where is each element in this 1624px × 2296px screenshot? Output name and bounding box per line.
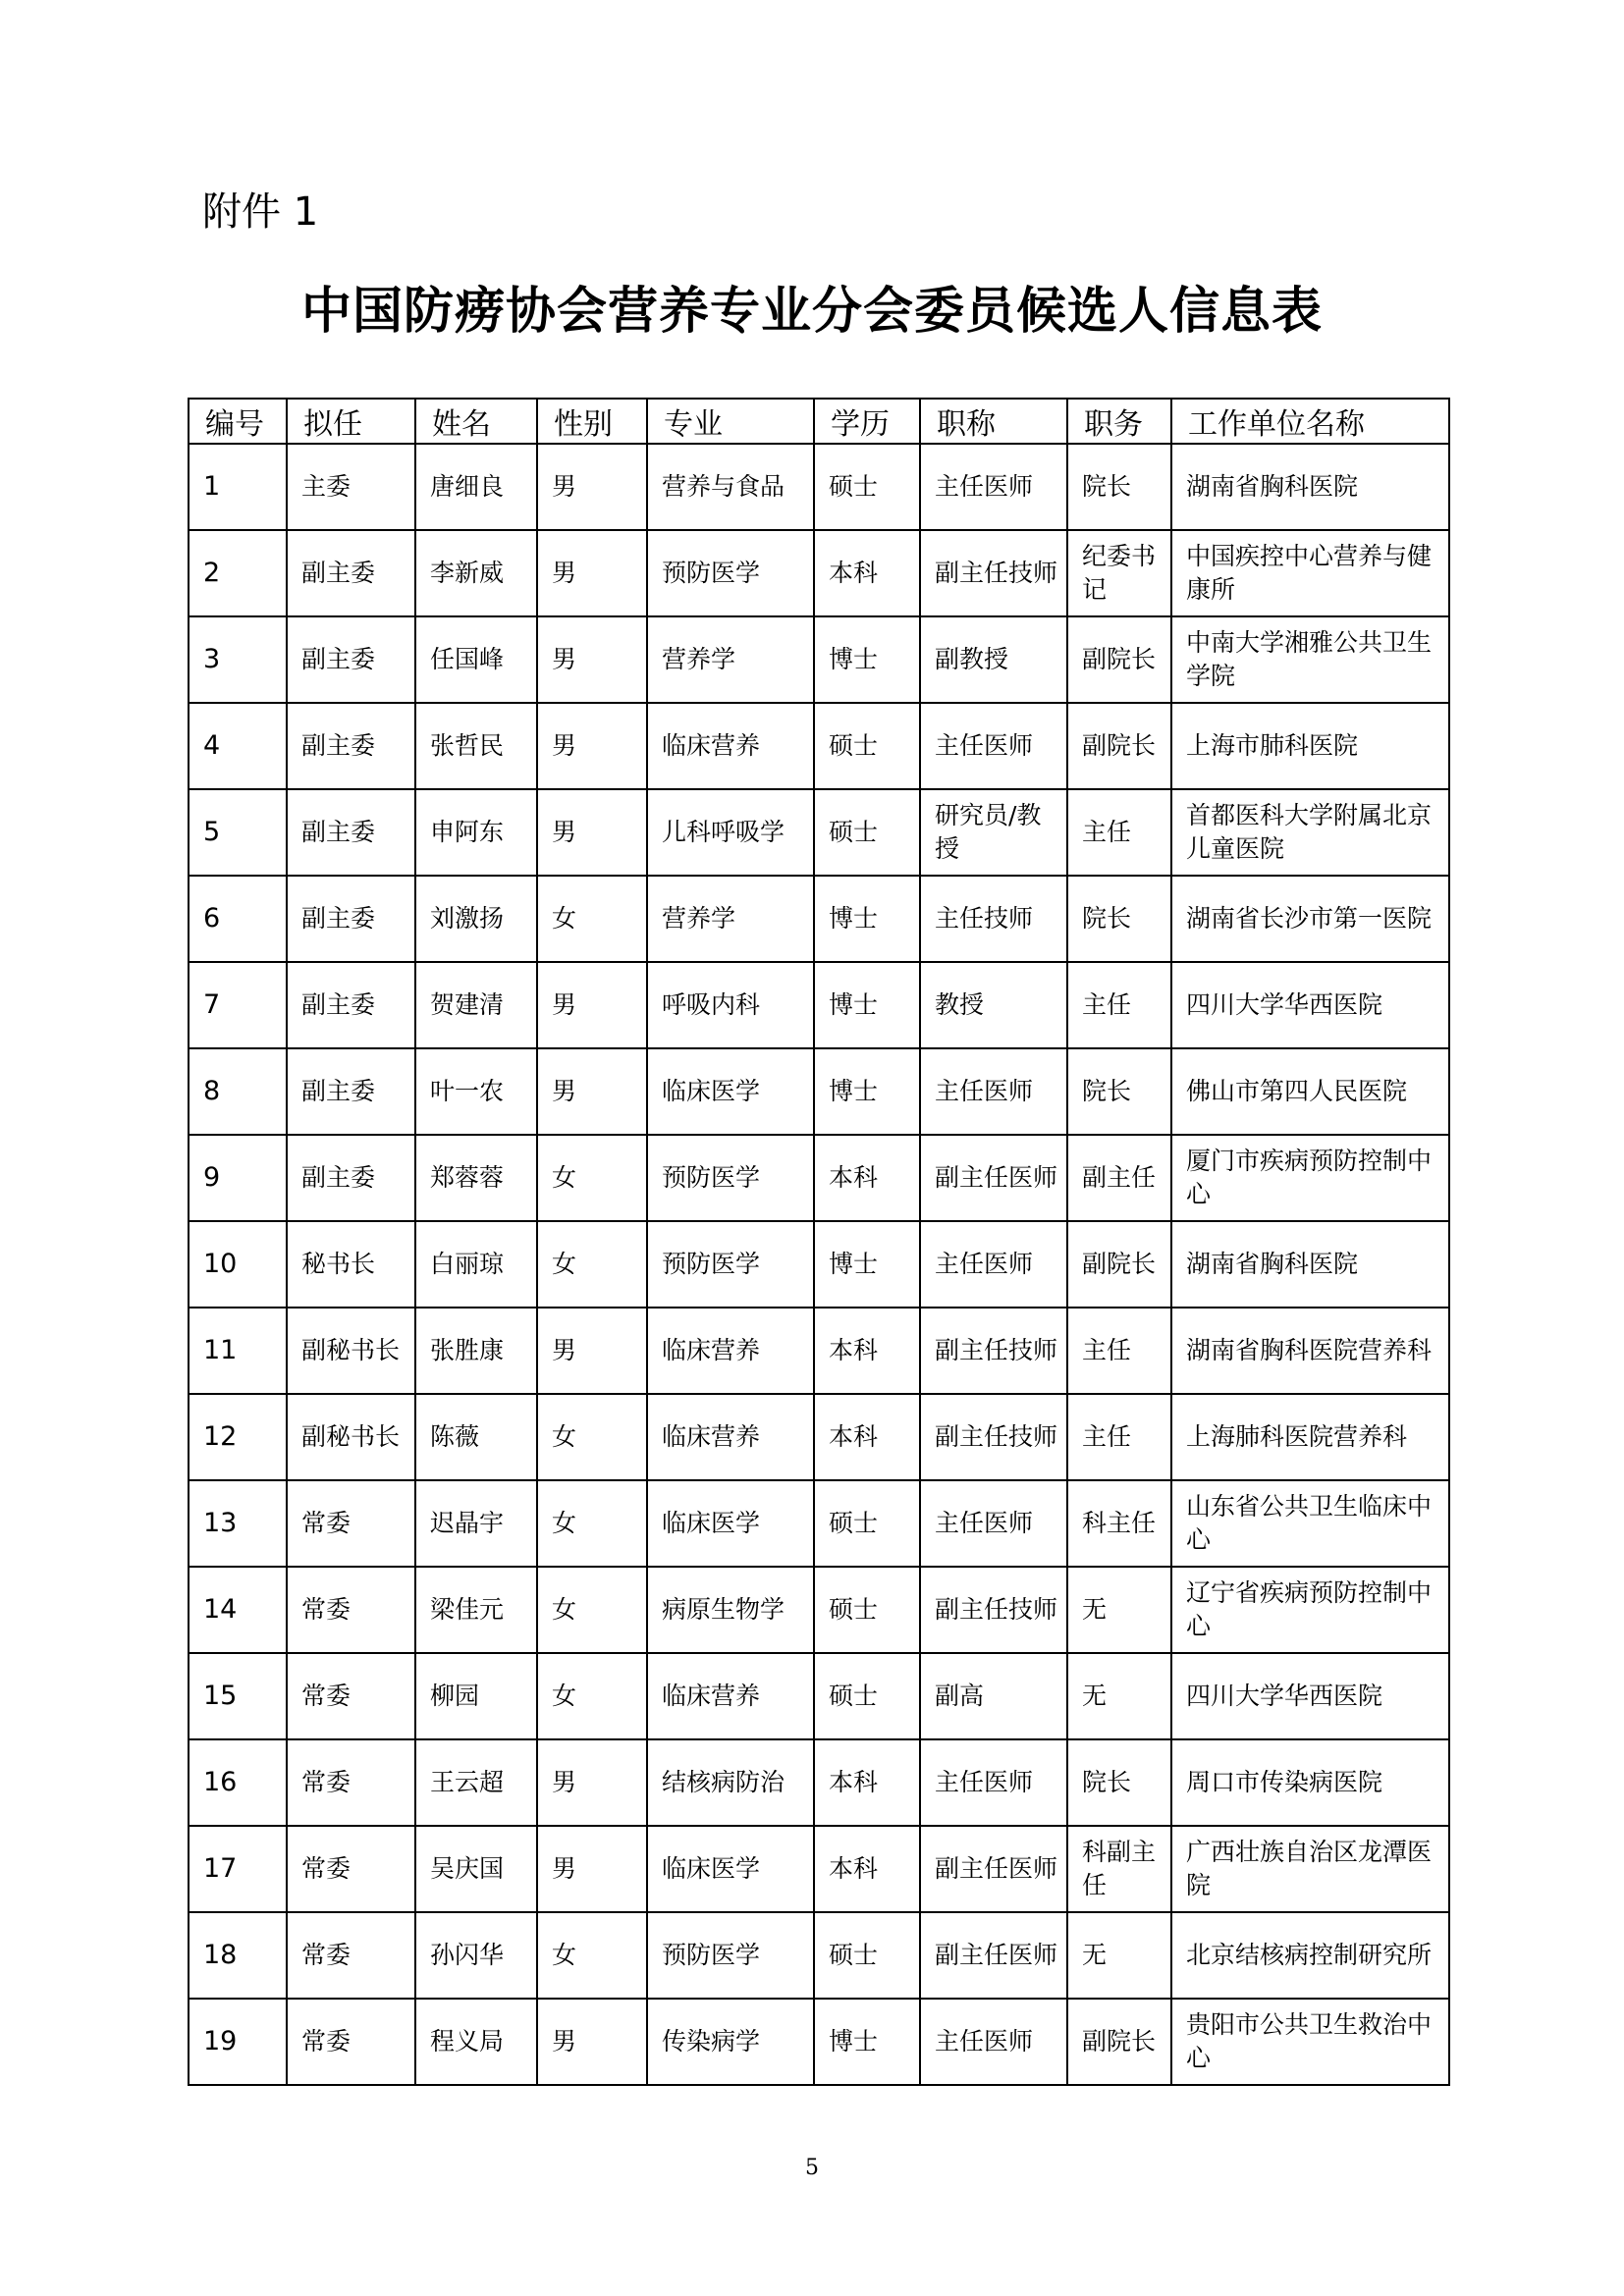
cell-position: 常委	[287, 1653, 415, 1739]
cell-position: 副主委	[287, 1048, 415, 1135]
cell-major: 临床营养	[647, 1308, 814, 1394]
cell-major: 儿科呼吸学	[647, 789, 814, 876]
cell-title: 主任医师	[920, 1480, 1067, 1567]
cell-gender: 女	[537, 1653, 647, 1739]
cell-duty: 无	[1067, 1653, 1171, 1739]
table-row	[189, 1999, 1449, 2085]
cell-number: 7	[189, 962, 287, 1048]
cell-name: 郑蓉蓉	[415, 1135, 537, 1221]
cell-title: 副主任技师	[920, 1567, 1067, 1653]
cell-name: 孙闪华	[415, 1912, 537, 1999]
cell-title: 主任医师	[920, 1048, 1067, 1135]
cell-position: 常委	[287, 1826, 415, 1912]
cell-number: 1	[189, 444, 287, 530]
cell-number: 8	[189, 1048, 287, 1135]
header-gender: 性别	[537, 399, 647, 444]
candidate-info-table	[188, 398, 1450, 2086]
table-header-row	[189, 399, 1449, 444]
cell-employer: 上海肺科医院营养科	[1171, 1394, 1449, 1480]
table-row	[189, 1912, 1449, 1999]
cell-education: 硕士	[814, 703, 920, 789]
cell-gender: 男	[537, 962, 647, 1048]
cell-position: 副主委	[287, 1135, 415, 1221]
table-row	[189, 1826, 1449, 1912]
cell-education: 硕士	[814, 1912, 920, 1999]
cell-name: 刘激扬	[415, 876, 537, 962]
cell-position: 副主委	[287, 876, 415, 962]
cell-duty: 主任	[1067, 1394, 1171, 1480]
cell-education: 本科	[814, 1739, 920, 1826]
cell-employer: 辽宁省疾病预防控制中心	[1171, 1567, 1449, 1653]
cell-education: 博士	[814, 1221, 920, 1308]
cell-duty: 纪委书记	[1067, 530, 1171, 616]
cell-education: 博士	[814, 616, 920, 703]
cell-title: 副主任医师	[920, 1135, 1067, 1221]
cell-gender: 女	[537, 1912, 647, 1999]
cell-employer: 佛山市第四人民医院	[1171, 1048, 1449, 1135]
cell-number: 17	[189, 1826, 287, 1912]
attachment-label: 附件 1	[202, 189, 319, 235]
cell-position: 常委	[287, 1912, 415, 1999]
cell-major: 临床医学	[647, 1048, 814, 1135]
table-row	[189, 1048, 1449, 1135]
cell-employer: 湖南省胸科医院营养科	[1171, 1308, 1449, 1394]
cell-duty: 院长	[1067, 444, 1171, 530]
cell-number: 3	[189, 616, 287, 703]
cell-gender: 女	[537, 1567, 647, 1653]
table-row	[189, 789, 1449, 876]
cell-title: 主任医师	[920, 703, 1067, 789]
cell-gender: 女	[537, 1394, 647, 1480]
header-education: 学历	[814, 399, 920, 444]
cell-employer: 上海市肺科医院	[1171, 703, 1449, 789]
cell-major: 传染病学	[647, 1999, 814, 2085]
cell-duty: 主任	[1067, 789, 1171, 876]
cell-employer: 湖南省胸科医院	[1171, 1221, 1449, 1308]
cell-name: 唐细良	[415, 444, 537, 530]
cell-employer: 四川大学华西医院	[1171, 962, 1449, 1048]
cell-employer: 北京结核病控制研究所	[1171, 1912, 1449, 1999]
table-row	[189, 530, 1449, 616]
cell-education: 硕士	[814, 789, 920, 876]
cell-number: 6	[189, 876, 287, 962]
table-row	[189, 962, 1449, 1048]
cell-education: 本科	[814, 530, 920, 616]
cell-position: 副主委	[287, 703, 415, 789]
cell-education: 本科	[814, 1135, 920, 1221]
cell-gender: 女	[537, 876, 647, 962]
cell-position: 常委	[287, 1567, 415, 1653]
cell-employer: 中国疾控中心营养与健康所	[1171, 530, 1449, 616]
cell-position: 主委	[287, 444, 415, 530]
cell-name: 柳园	[415, 1653, 537, 1739]
cell-education: 博士	[814, 1048, 920, 1135]
cell-major: 营养与食品	[647, 444, 814, 530]
cell-name: 贺建清	[415, 962, 537, 1048]
cell-name: 白丽琼	[415, 1221, 537, 1308]
cell-name: 王云超	[415, 1739, 537, 1826]
cell-title: 副主任技师	[920, 1394, 1067, 1480]
table-row	[189, 876, 1449, 962]
header-number: 编号	[189, 399, 287, 444]
cell-duty: 院长	[1067, 1739, 1171, 1826]
cell-education: 硕士	[814, 444, 920, 530]
cell-name: 陈薇	[415, 1394, 537, 1480]
cell-name: 张胜康	[415, 1308, 537, 1394]
cell-name: 吴庆国	[415, 1826, 537, 1912]
cell-employer: 广西壮族自治区龙潭医院	[1171, 1826, 1449, 1912]
cell-duty: 副院长	[1067, 616, 1171, 703]
cell-title: 主任医师	[920, 444, 1067, 530]
cell-position: 常委	[287, 1999, 415, 2085]
cell-duty: 副院长	[1067, 1999, 1171, 2085]
cell-title: 主任医师	[920, 1739, 1067, 1826]
table-row	[189, 444, 1449, 530]
cell-duty: 副院长	[1067, 703, 1171, 789]
cell-employer: 厦门市疾病预防控制中心	[1171, 1135, 1449, 1221]
cell-title: 副主任技师	[920, 530, 1067, 616]
cell-major: 营养学	[647, 616, 814, 703]
cell-gender: 男	[537, 1739, 647, 1826]
cell-major: 临床营养	[647, 1653, 814, 1739]
cell-gender: 女	[537, 1135, 647, 1221]
cell-duty: 主任	[1067, 962, 1171, 1048]
cell-name: 梁佳元	[415, 1567, 537, 1653]
cell-position: 副秘书长	[287, 1308, 415, 1394]
cell-name: 迟晶宇	[415, 1480, 537, 1567]
header-employer: 工作单位名称	[1171, 399, 1449, 444]
table-row	[189, 616, 1449, 703]
table-row	[189, 1135, 1449, 1221]
cell-employer: 首都医科大学附属北京儿童医院	[1171, 789, 1449, 876]
cell-number: 12	[189, 1394, 287, 1480]
cell-gender: 男	[537, 530, 647, 616]
cell-employer: 湖南省胸科医院	[1171, 444, 1449, 530]
cell-employer: 山东省公共卫生临床中心	[1171, 1480, 1449, 1567]
cell-major: 预防医学	[647, 530, 814, 616]
table-row	[189, 1567, 1449, 1653]
table-row	[189, 1739, 1449, 1826]
cell-number: 10	[189, 1221, 287, 1308]
cell-employer: 中南大学湘雅公共卫生学院	[1171, 616, 1449, 703]
cell-education: 博士	[814, 1999, 920, 2085]
cell-name: 程义局	[415, 1999, 537, 2085]
cell-major: 预防医学	[647, 1912, 814, 1999]
cell-education: 本科	[814, 1826, 920, 1912]
cell-title: 主任医师	[920, 1999, 1067, 2085]
cell-title: 教授	[920, 962, 1067, 1048]
cell-gender: 男	[537, 616, 647, 703]
cell-title: 副主任技师	[920, 1308, 1067, 1394]
cell-gender: 男	[537, 1826, 647, 1912]
cell-duty: 副主任	[1067, 1135, 1171, 1221]
cell-position: 秘书长	[287, 1221, 415, 1308]
cell-position: 副主委	[287, 616, 415, 703]
cell-education: 硕士	[814, 1480, 920, 1567]
cell-number: 4	[189, 703, 287, 789]
cell-number: 2	[189, 530, 287, 616]
cell-major: 呼吸内科	[647, 962, 814, 1048]
cell-title: 主任技师	[920, 876, 1067, 962]
header-major: 专业	[647, 399, 814, 444]
cell-number: 19	[189, 1999, 287, 2085]
table-row	[189, 1394, 1449, 1480]
cell-employer: 周口市传染病医院	[1171, 1739, 1449, 1826]
cell-number: 15	[189, 1653, 287, 1739]
cell-duty: 无	[1067, 1567, 1171, 1653]
cell-name: 申阿东	[415, 789, 537, 876]
cell-gender: 女	[537, 1480, 647, 1567]
cell-duty: 主任	[1067, 1308, 1171, 1394]
document-title: 中国防痨协会营养专业分会委员候选人信息表	[300, 282, 1323, 341]
header-position: 拟任	[287, 399, 415, 444]
page-number: 5	[805, 2156, 819, 2180]
table-row	[189, 1480, 1449, 1567]
cell-employer: 湖南省长沙市第一医院	[1171, 876, 1449, 962]
header-duty: 职务	[1067, 399, 1171, 444]
cell-position: 副主委	[287, 962, 415, 1048]
cell-title: 副主任医师	[920, 1912, 1067, 1999]
cell-position: 副主委	[287, 530, 415, 616]
table-row	[189, 703, 1449, 789]
header-name: 姓名	[415, 399, 537, 444]
cell-duty: 科副主任	[1067, 1826, 1171, 1912]
cell-position: 常委	[287, 1480, 415, 1567]
cell-major: 临床医学	[647, 1826, 814, 1912]
table-row	[189, 1221, 1449, 1308]
cell-gender: 男	[537, 1048, 647, 1135]
header-title: 职称	[920, 399, 1067, 444]
cell-duty: 副院长	[1067, 1221, 1171, 1308]
cell-major: 结核病防治	[647, 1739, 814, 1826]
cell-education: 硕士	[814, 1653, 920, 1739]
cell-position: 副秘书长	[287, 1394, 415, 1480]
cell-title: 副主任医师	[920, 1826, 1067, 1912]
cell-number: 18	[189, 1912, 287, 1999]
cell-education: 博士	[814, 962, 920, 1048]
cell-duty: 无	[1067, 1912, 1171, 1999]
cell-number: 13	[189, 1480, 287, 1567]
cell-major: 临床营养	[647, 703, 814, 789]
cell-position: 常委	[287, 1739, 415, 1826]
cell-education: 硕士	[814, 1567, 920, 1653]
cell-number: 5	[189, 789, 287, 876]
cell-gender: 男	[537, 1308, 647, 1394]
cell-name: 李新威	[415, 530, 537, 616]
cell-duty: 院长	[1067, 1048, 1171, 1135]
cell-number: 14	[189, 1567, 287, 1653]
cell-education: 本科	[814, 1308, 920, 1394]
cell-gender: 男	[537, 789, 647, 876]
cell-major: 预防医学	[647, 1221, 814, 1308]
cell-number: 11	[189, 1308, 287, 1394]
cell-education: 本科	[814, 1394, 920, 1480]
cell-name: 张哲民	[415, 703, 537, 789]
cell-education: 博士	[814, 876, 920, 962]
cell-gender: 男	[537, 1999, 647, 2085]
cell-number: 9	[189, 1135, 287, 1221]
cell-duty: 院长	[1067, 876, 1171, 962]
table-body	[189, 444, 1449, 2085]
cell-major: 临床营养	[647, 1394, 814, 1480]
table-row	[189, 1653, 1449, 1739]
cell-employer: 四川大学华西医院	[1171, 1653, 1449, 1739]
cell-employer: 贵阳市公共卫生救治中心	[1171, 1999, 1449, 2085]
cell-gender: 男	[537, 703, 647, 789]
cell-major: 病原生物学	[647, 1567, 814, 1653]
cell-duty: 科主任	[1067, 1480, 1171, 1567]
cell-gender: 男	[537, 444, 647, 530]
cell-title: 研究员/教授	[920, 789, 1067, 876]
cell-major: 营养学	[647, 876, 814, 962]
cell-major: 预防医学	[647, 1135, 814, 1221]
table-row	[189, 1308, 1449, 1394]
cell-name: 任国峰	[415, 616, 537, 703]
cell-major: 临床医学	[647, 1480, 814, 1567]
cell-gender: 女	[537, 1221, 647, 1308]
cell-position: 副主委	[287, 789, 415, 876]
cell-number: 16	[189, 1739, 287, 1826]
cell-title: 副高	[920, 1653, 1067, 1739]
cell-title: 副教授	[920, 616, 1067, 703]
cell-name: 叶一农	[415, 1048, 537, 1135]
cell-title: 主任医师	[920, 1221, 1067, 1308]
